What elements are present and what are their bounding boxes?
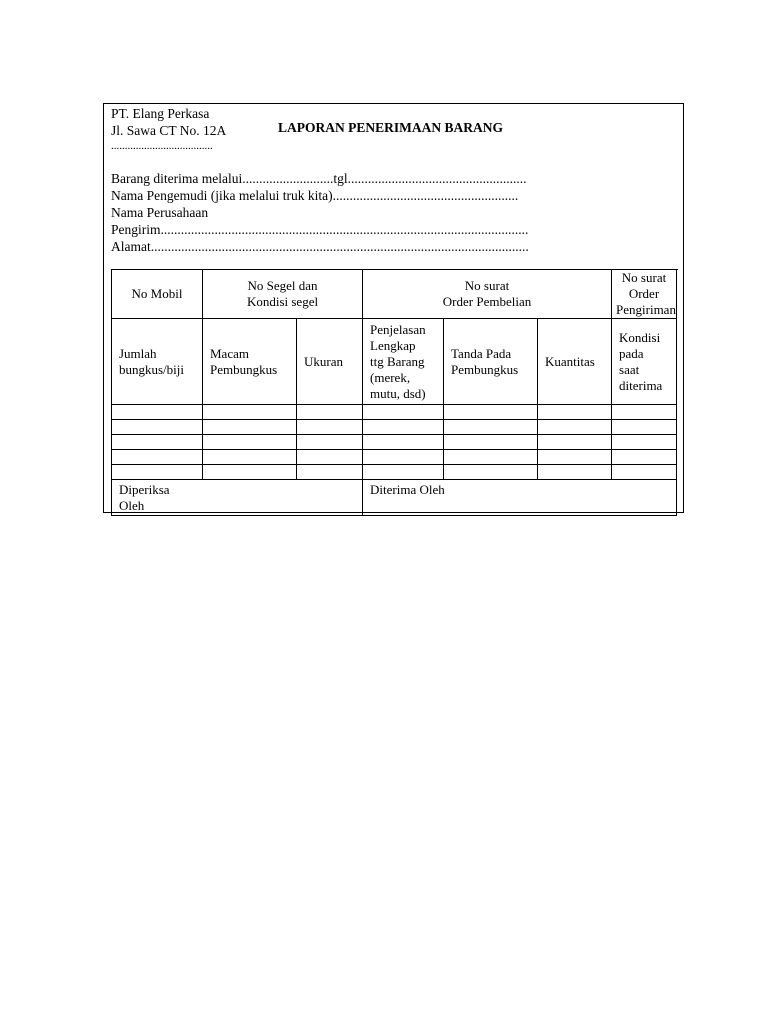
table-cell[interactable]: [612, 435, 677, 450]
table-cell[interactable]: [112, 465, 203, 480]
header-cell-packaging-type: Macam Pembungkus: [203, 319, 297, 405]
field-address: Alamat................................................................................................................: [111, 239, 529, 254]
table-cell[interactable]: [112, 450, 203, 465]
table-cell[interactable]: [112, 420, 203, 435]
form-title: LAPORAN PENERIMAAN BARANG: [278, 120, 503, 135]
table-cell[interactable]: [538, 420, 612, 435]
goods-receipt-form: [103, 103, 684, 513]
field-sender: Pengirim.............................................................................................................: [111, 222, 529, 237]
table-cell[interactable]: [203, 435, 297, 450]
received-by-field[interactable]: Diterima Oleh: [363, 480, 677, 516]
company-name: PT. Elang Perkasa: [111, 106, 210, 121]
table-row: [112, 420, 677, 435]
table-cell[interactable]: [538, 465, 612, 480]
table-cell[interactable]: [444, 435, 538, 450]
table-cell[interactable]: [363, 420, 444, 435]
header-cell-quantity-units: Jumlah bungkus/biji: [112, 319, 203, 405]
table-cell[interactable]: [444, 465, 538, 480]
table-cell[interactable]: [297, 450, 363, 465]
table-cell[interactable]: [203, 420, 297, 435]
receipt-table: [111, 269, 677, 516]
table-cell[interactable]: [297, 465, 363, 480]
table-cell[interactable]: [538, 435, 612, 450]
table-subheader-row: [112, 319, 677, 405]
table-row: [112, 435, 677, 450]
table-cell[interactable]: [612, 405, 677, 420]
field-company-name: Nama Perusahaan: [111, 205, 209, 220]
table-cell[interactable]: [297, 435, 363, 450]
table-cell[interactable]: [112, 435, 203, 450]
header-cell-size: Ukuran: [297, 319, 363, 405]
table-cell[interactable]: [363, 450, 444, 465]
field-driver-name: Nama Pengemudi (jika melalui truk kita).......................................................: [111, 188, 519, 203]
field-received-via: Barang diterima melalui...........................tgl.....................................................: [111, 171, 527, 186]
table-cell[interactable]: [203, 465, 297, 480]
table-header-row: [112, 270, 677, 319]
header-cell-quantity: Kuantitas: [538, 319, 612, 405]
checked-by-field[interactable]: Diperiksa Oleh: [112, 480, 363, 516]
header-cell-packaging-marks: Tanda Pada Pembungkus: [444, 319, 538, 405]
table-cell[interactable]: [112, 405, 203, 420]
table-cell[interactable]: [612, 465, 677, 480]
table-cell[interactable]: [363, 435, 444, 450]
table-row: [112, 405, 677, 420]
table-cell[interactable]: [203, 450, 297, 465]
table-cell[interactable]: [538, 405, 612, 420]
header-cell-vehicle-no: No Mobil: [112, 270, 203, 319]
table-row: [112, 465, 677, 480]
header-cell-description: Penjelasan Lengkap ttg Barang (merek, mutu, dsd): [363, 319, 444, 405]
table-cell[interactable]: [444, 450, 538, 465]
header-cell-seal: No Segel dan Kondisi segel: [203, 270, 363, 319]
company-address: Jl. Sawa CT No. 12A: [111, 123, 227, 138]
header-cell-condition: Kondisi pada saat diterima: [612, 319, 677, 405]
header-cell-purchase-order: No surat Order Pembelian: [363, 270, 612, 319]
table-cell[interactable]: [538, 450, 612, 465]
signature-row: [112, 480, 677, 516]
table-cell[interactable]: [363, 465, 444, 480]
table-row: [112, 450, 677, 465]
table-cell[interactable]: [297, 420, 363, 435]
table-cell[interactable]: [444, 405, 538, 420]
table-cell[interactable]: [612, 420, 677, 435]
header-dots: .....................................: [111, 140, 213, 152]
table-cell[interactable]: [297, 405, 363, 420]
table-cell[interactable]: [612, 450, 677, 465]
table-cell[interactable]: [444, 420, 538, 435]
header-cell-delivery-order: No surat Order Pengiriman: [612, 270, 677, 319]
table-cell[interactable]: [363, 405, 444, 420]
table-cell[interactable]: [203, 405, 297, 420]
